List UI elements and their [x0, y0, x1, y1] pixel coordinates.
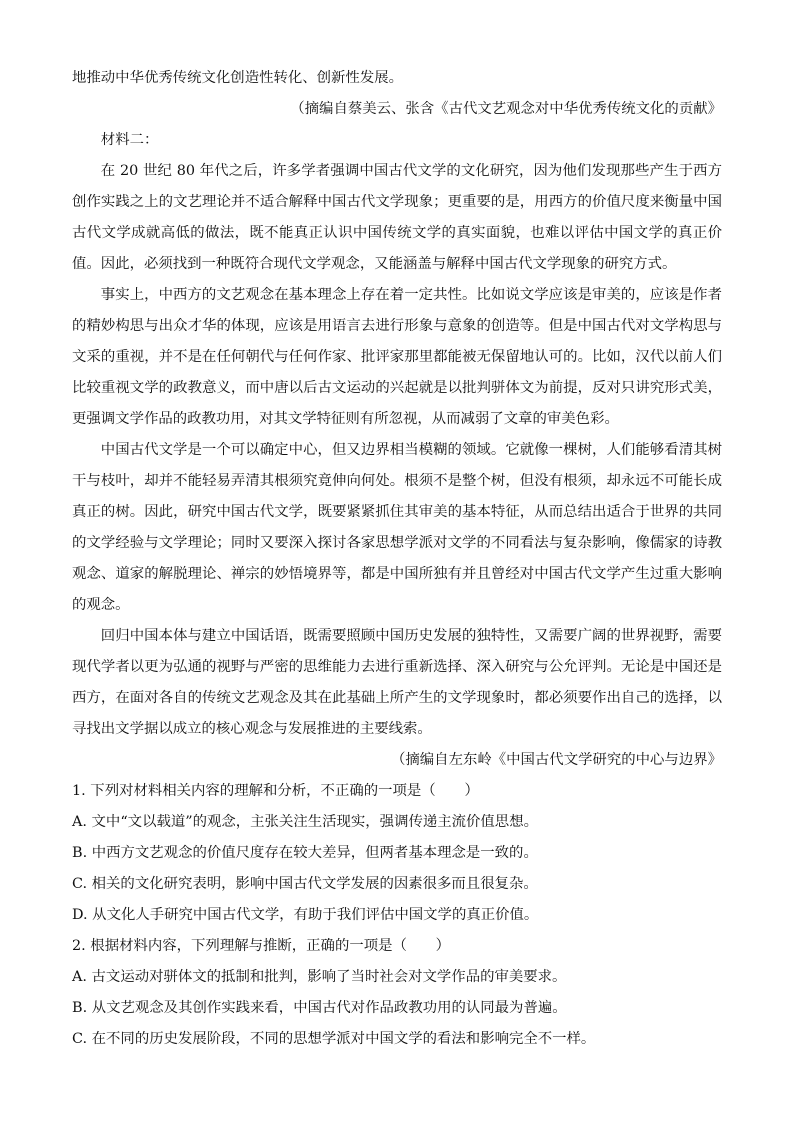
question-list: [72, 776, 722, 1055]
paragraph-4: [72, 621, 722, 745]
document-page: [72, 63, 722, 1055]
question-2-stem: 2. 根据材料内容，下列理解与推断，正确的一项是（ ）: [72, 938, 451, 954]
paragraph-3: [72, 435, 722, 621]
paragraph-text: 回归中国本体与建立中国话语，既需要照顾中国历史发展的独特性，又需要广阔的世界视野，需要现代学者以更为弘通的视野与严密的思维能力去进行重新选择、深入研究与公允评判。无论是中国还是西方，在面对各自的传统文艺观念及其在此基础上所产生的文学现象时，都必须要作出自己的选择，以寻找出文学据以成立的核心观念与发展推进的主要线索。: [72, 628, 722, 737]
question-1-option-a: A. 文中“文以载道”的观念，主张关注生活现实，强调传递主流价值思想。: [72, 814, 538, 830]
question-2-option-a: A. 古文运动对骈体文的抵制和批判，影响了当时社会对文学作品的审美要求。: [72, 969, 567, 985]
source-citation-2: （摘编自左东岭《中国古代文学研究的中心与边界》: [391, 752, 722, 768]
paragraph-2: [72, 280, 722, 435]
material-two-label: 材料二：: [100, 132, 159, 148]
paragraph-text: 在 20 世纪 80 年代之后，许多学者强调中国古代文学的文化研究，因为他们发现那些产生于西方创作实践之上的文艺理论并不适合解释中国古代文学现象；更重要的是，用西方的价值尺度来衡量中国古代文学成就高低的做法，既不能真正认识中国传统文学的真实面貌，也难以评估中国文学的真正价值。因此，必须找到一种既符合现代文学观念，又能涵盖与解释中国古代文学现象的研究方式。: [72, 163, 722, 272]
intro-tail-line: 地推动中华优秀传统文化创造性转化、创新性发展。: [72, 70, 403, 86]
question-2-option-c: C. 在不同的历史发展阶段，不同的思想学派对中国文学的看法和影响完全不一样。: [72, 1031, 596, 1047]
question-2-option-b: B. 从文艺观念及其创作实践来看，中国古代对作品政教功用的认同最为普遍。: [72, 1000, 567, 1016]
source-citation-1: （摘编自蔡美云、张含《古代文艺观念对中华优秀传统文化的贡献》: [290, 101, 722, 117]
question-1-stem: 1. 下列对材料相关内容的理解和分析，不正确的一项是（ ）: [72, 783, 479, 799]
paragraph-1: [72, 156, 722, 280]
paragraph-text: 中国古代文学是一个可以确定中心，但又边界相当模糊的领域。它就像一棵树，人们能够看清其树干与枝叶，却并不能轻易弄清其根须究竟伸向何处。根须不是整个树，但没有根须，却永远不可能长成真正的树。因此，研究中国古代文学，既要紧紧抓住其审美的基本特征，从而总结出适合于世界的共同的文学经验与文学理论；同时又要深入探讨各家思想学派对文学的不同看法与复杂影响，像儒家的诗教观念、道家的解脱理论、禅宗的妙悟境界等，都是中国所独有并且曾经对中国古代文学产生过重大影响的观念。: [72, 442, 722, 613]
question-1-option-b: B. 中西方文艺观念的价值尺度存在较大差异，但两者基本理念是一致的。: [72, 845, 538, 861]
paragraph-text: 事实上，中西方的文艺观念在基本理念上存在着一定共性。比如说文学应该是审美的，应该是作者的精妙构思与出众才华的体现，应该是用语言去进行形象与意象的创造等。但是中国古代对文学构思与文采的重视，并不是在任何朝代与任何作家、批评家那里都能被无保留地认可的。比如，汉代以前人们比较重视文学的政教意义，而中唐以后古文运动的兴起就是以批判骈体文为前提，反对只讲究形式美，更强调文学作品的政教功用，对其文学特征则有所忽视，从而减弱了文章的审美色彩。: [72, 287, 722, 427]
question-1-option-d: D. 从文化人手研究中国古代文学，有助于我们评估中国文学的真正价值。: [72, 907, 539, 923]
question-1-option-c: C. 相关的文化研究表明，影响中国古代文学发展的因素很多而且很复杂。: [72, 876, 538, 892]
